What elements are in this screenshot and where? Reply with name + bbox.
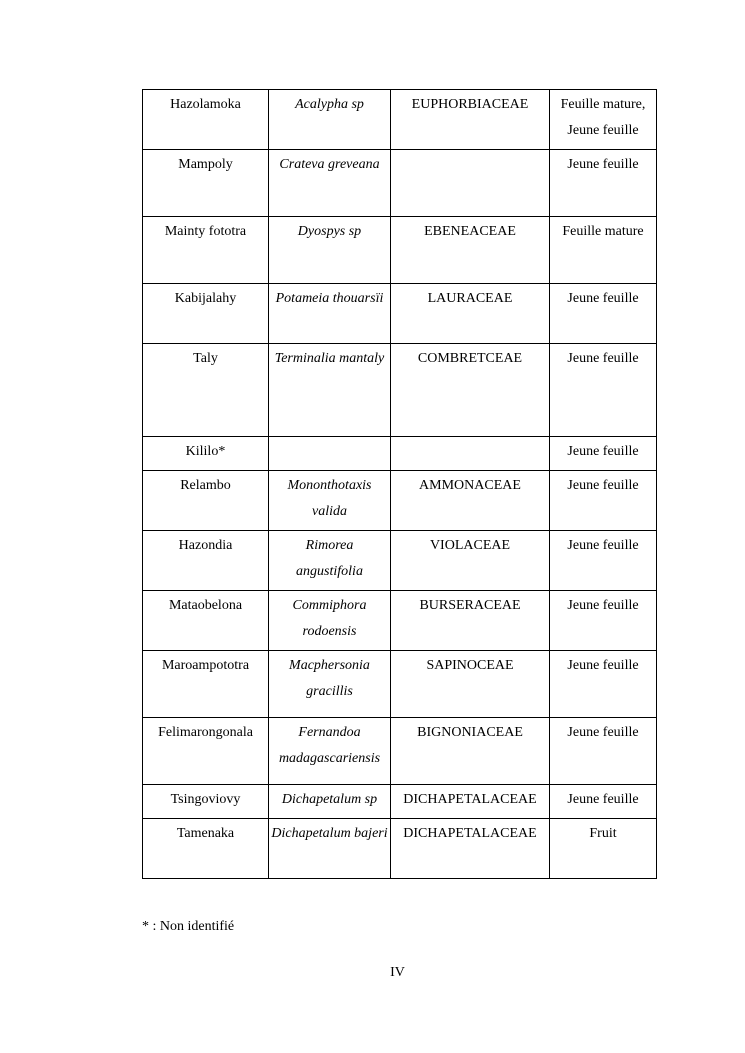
table-row: [143, 718, 657, 785]
table-row: [143, 471, 657, 531]
family-cell: DICHAPETALACEAE: [391, 819, 550, 879]
local-name-cell: Mainty fototra: [143, 217, 269, 284]
scientific-name-cell: Macphersonia gracillis: [269, 651, 391, 718]
plant-part-cell: Jeune feuille: [550, 284, 657, 344]
local-name-cell: Hazolamoka: [143, 90, 269, 150]
family-cell: DICHAPETALACEAE: [391, 785, 550, 819]
local-name-cell: Kililo*: [143, 437, 269, 471]
scientific-name-cell: Dyospys sp: [269, 217, 391, 284]
table-row: [143, 217, 657, 284]
table-row: [143, 437, 657, 471]
plant-part-cell: Jeune feuille: [550, 437, 657, 471]
plant-part-cell: Jeune feuille: [550, 651, 657, 718]
plant-part-cell: Feuille mature, Jeune feuille: [550, 90, 657, 150]
family-cell: BURSERACEAE: [391, 591, 550, 651]
local-name-cell: Kabijalahy: [143, 284, 269, 344]
family-cell: [391, 150, 550, 217]
family-cell: SAPINOCEAE: [391, 651, 550, 718]
local-name-cell: Hazondia: [143, 531, 269, 591]
plant-part-cell: Jeune feuille: [550, 785, 657, 819]
scientific-name-cell: Commiphora rodoensis: [269, 591, 391, 651]
local-name-cell: Felimarongonala: [143, 718, 269, 785]
plant-part-cell: Jeune feuille: [550, 718, 657, 785]
family-cell: EBENEACEAE: [391, 217, 550, 284]
scientific-name-cell: Rimorea angustifolia: [269, 531, 391, 591]
table-row: [143, 150, 657, 217]
plant-part-cell: Jeune feuille: [550, 344, 657, 437]
scientific-name-cell: Potameia thouarsïi: [269, 284, 391, 344]
plant-part-cell: Jeune feuille: [550, 471, 657, 531]
species-table: [142, 89, 657, 879]
table-row: [143, 651, 657, 718]
table-row: [143, 591, 657, 651]
local-name-cell: Mampoly: [143, 150, 269, 217]
plant-part-cell: Feuille mature: [550, 217, 657, 284]
local-name-cell: Tamenaka: [143, 819, 269, 879]
table-row: [143, 284, 657, 344]
family-cell: [391, 437, 550, 471]
scientific-name-cell: Dichapetalum sp: [269, 785, 391, 819]
family-cell: AMMONACEAE: [391, 471, 550, 531]
family-cell: EUPHORBIACEAE: [391, 90, 550, 150]
table-row: [143, 819, 657, 879]
scientific-name-cell: Terminalia mantaly: [269, 344, 391, 437]
table-row: [143, 90, 657, 150]
family-cell: VIOLACEAE: [391, 531, 550, 591]
footnote: * : Non identifié: [142, 919, 235, 934]
plant-part-cell: Jeune feuille: [550, 531, 657, 591]
plant-part-cell: Jeune feuille: [550, 591, 657, 651]
scientific-name-cell: Fernandoa madagascariensis: [269, 718, 391, 785]
scientific-name-cell: Acalypha sp: [269, 90, 391, 150]
scientific-name-cell: Mononthotaxis valida: [269, 471, 391, 531]
family-cell: COMBRETCEAE: [391, 344, 550, 437]
table-row: [143, 531, 657, 591]
plant-part-cell: Jeune feuille: [550, 150, 657, 217]
table-row: [143, 344, 657, 437]
local-name-cell: Tsingoviovy: [143, 785, 269, 819]
local-name-cell: Taly: [143, 344, 269, 437]
local-name-cell: Mataobelona: [143, 591, 269, 651]
family-cell: LAURACEAE: [391, 284, 550, 344]
scientific-name-cell: [269, 437, 391, 471]
scientific-name-cell: Crateva greveana: [269, 150, 391, 217]
page-number: IV: [390, 965, 405, 980]
local-name-cell: Maroampototra: [143, 651, 269, 718]
plant-part-cell: Fruit: [550, 819, 657, 879]
family-cell: BIGNONIACEAE: [391, 718, 550, 785]
scientific-name-cell: Dichapetalum bajeri: [269, 819, 391, 879]
local-name-cell: Relambo: [143, 471, 269, 531]
table-row: [143, 785, 657, 819]
